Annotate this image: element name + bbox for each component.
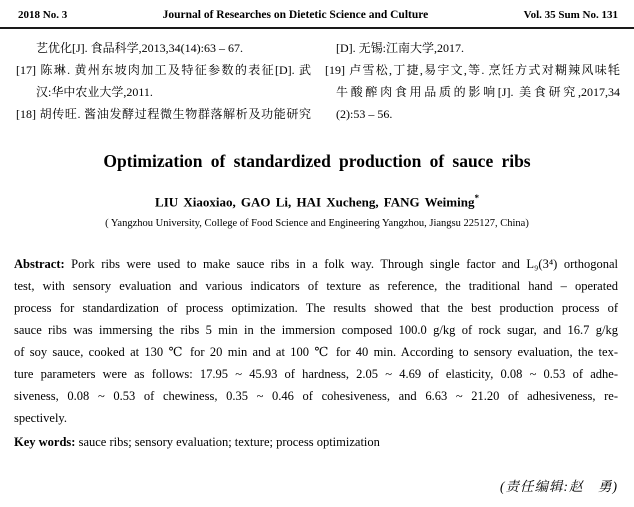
- reference-line: [18] 胡传旺. 酱油发酵过程微生物群落解析及功能研究: [16, 107, 311, 121]
- abstract-line: sauce ribs was immersing the ribs 5 min in the immersion composed 100.0 g/kg of rock sugar, and 16.7 g/kg: [14, 323, 618, 338]
- journal-name: Journal of Researches on Dietetic Science and Culture: [162, 9, 429, 21]
- reference-line: 牛酸醡肉食用品质的影响[J]. 美食研究,2017,34: [336, 85, 620, 99]
- abstract-line: test, with sensory evaluation and various indicators of texture as reference, the traditional hand – operated: [14, 279, 618, 294]
- reference-line: [17] 陈琳. 黄州东坡肉加工及特征参数的表征[D]. 武: [16, 63, 311, 77]
- references-section: [0, 37, 634, 125]
- reference-line: (2):53 – 56.: [336, 107, 393, 121]
- abstract-line: ture parameters were as follows: 17.95 ~ 45.93 of hardness, 2.05 ~ 4.69 of elasticity, 0.08 ~ 0.53 of adhe-: [14, 367, 618, 382]
- editor-note: (责任编辑:赵 勇): [500, 479, 618, 495]
- abstract-text: Pork ribs were used to make sauce ribs in a folk way. Through single factor and L₉(3⁴) orthogonal: [64, 257, 618, 272]
- abstract-section: [0, 253, 634, 429]
- abstract-line: of soy sauce, cooked at 130 ℃ for 20 min and at 100 ℃ for 40 min. According to sensory evaluation, the tex-: [14, 345, 618, 360]
- reference-line: [19] 卢雪松,丁捷,易宇文,等. 烹饪方式对糊辣风味牦: [325, 63, 620, 77]
- issue-label: 2018 No. 3: [18, 9, 68, 21]
- journal-running-head: [0, 0, 634, 29]
- abstract-label: Abstract:: [14, 257, 65, 272]
- abstract-line: spectively.: [14, 411, 67, 426]
- keywords-label: Key words:: [14, 435, 76, 450]
- paper-title: Optimization of standardized production of sauce ribs: [103, 151, 531, 171]
- volume-label: Vol. 35 Sum No. 131: [523, 9, 618, 21]
- keywords-line: [0, 431, 634, 453]
- abstract-line: process for standardization of process optimization. The results showed that the best production process of: [14, 301, 618, 316]
- references-left-column: [16, 37, 319, 125]
- abstract-line: [14, 253, 618, 275]
- references-right-column: [319, 37, 620, 125]
- authors-line: [0, 193, 634, 210]
- reference-line: 汉:华中农业大学,2011.: [36, 85, 153, 99]
- author-note-asterisk: *: [474, 193, 479, 203]
- affiliation-line: ( Yangzhou University, College of Food Science and Engineering Yangzhou, Jiangsu 225127, China): [105, 218, 529, 230]
- keywords-text: sauce ribs; sensory evaluation; texture; process optimization: [75, 435, 380, 450]
- author-names: LIU Xiaoxiao, GAO Li, HAI Xucheng, FANG Weiming: [155, 194, 475, 210]
- reference-line: [D]. 无锡:江南大学,2017.: [336, 41, 464, 55]
- abstract-line: siveness, 0.08 ~ 0.53 of chewiness, 0.35 ~ 0.46 of cohesiveness, and 6.63 ~ 21.20 of adhesiveness, re-: [14, 389, 618, 404]
- reference-line: 艺优化[J]. 食品科学,2013,34(14):63 – 67.: [36, 41, 243, 55]
